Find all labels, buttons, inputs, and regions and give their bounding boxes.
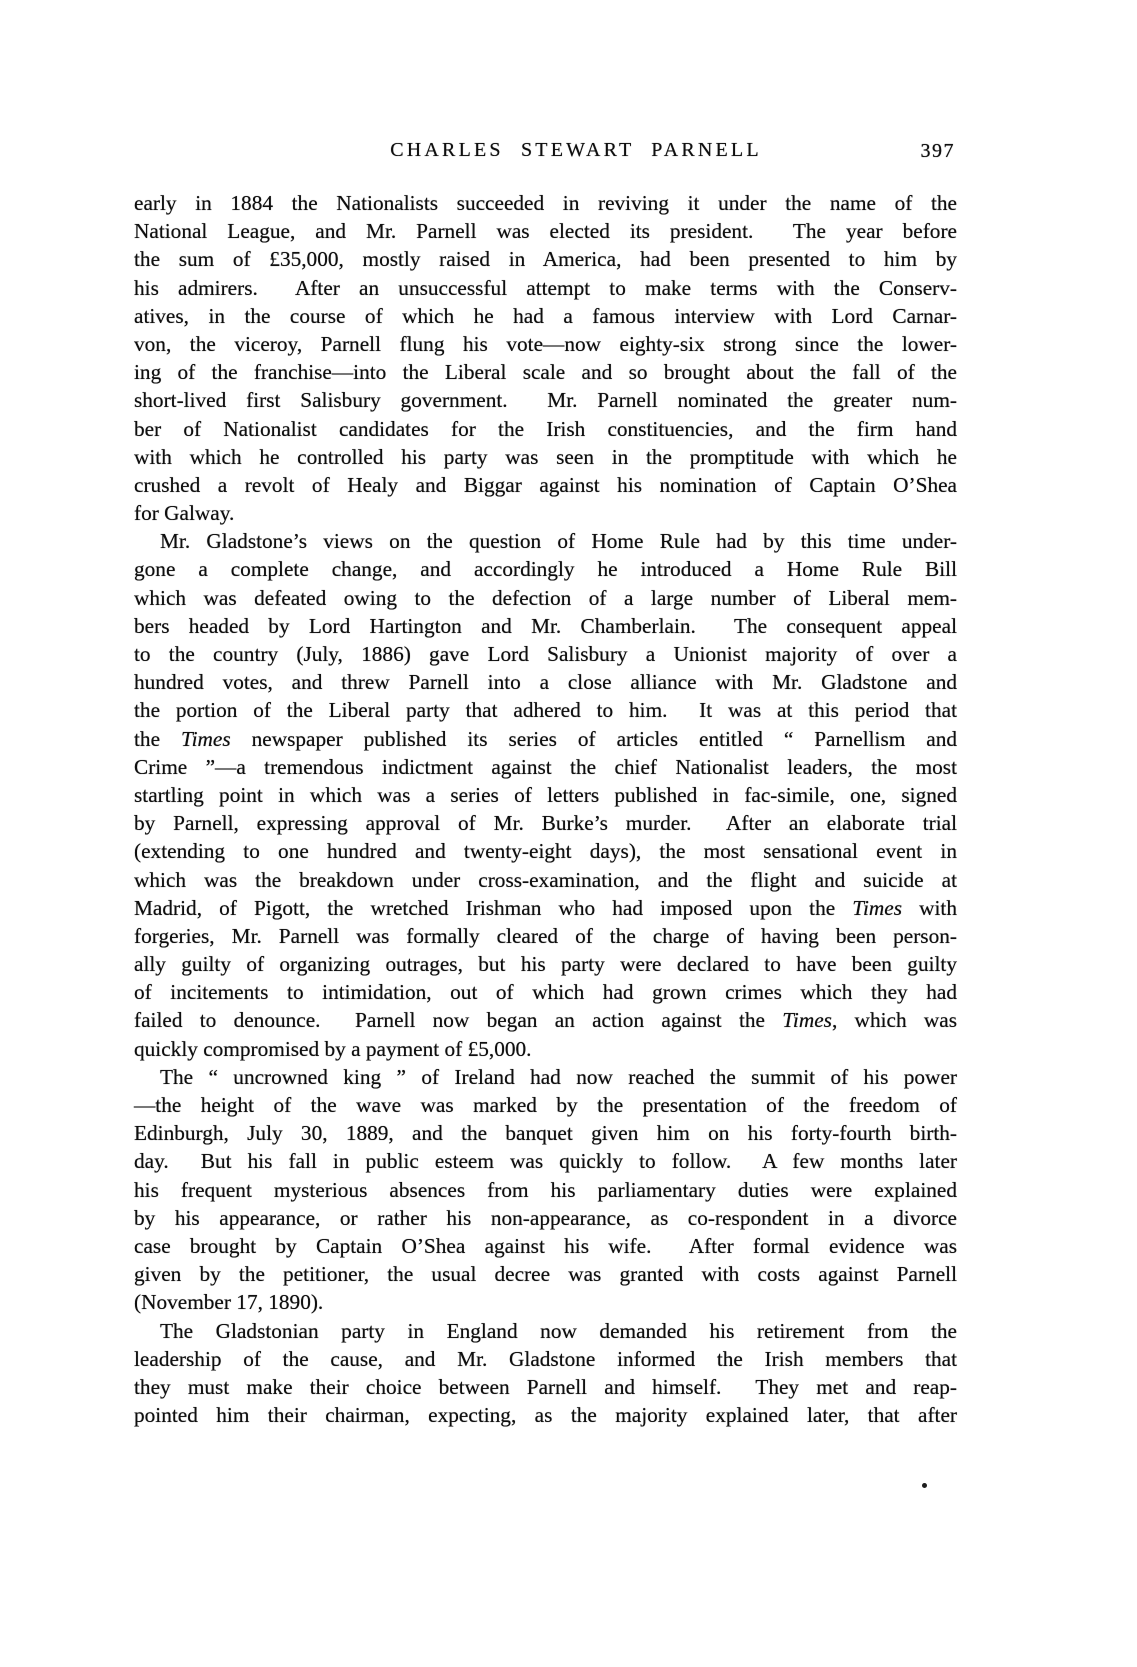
text-line — [134, 612, 957, 640]
body-text: pointed him their chairman, expecting, as the majority explained later, that after — [134, 1403, 957, 1428]
text-line — [134, 555, 957, 583]
text-line — [134, 809, 957, 837]
body-text: Edinburgh, July 30, 1889, and the banquet given him on his forty-fourth birth- — [134, 1121, 957, 1146]
body-text: the sum of £35,000, mostly raised in America, had been presented to him by — [134, 247, 957, 272]
body-text: , which was — [831, 1008, 957, 1033]
body-text: National League, and Mr. Parnell was elected its president. The year before — [134, 219, 957, 244]
text-line — [134, 527, 957, 555]
body-text: leadership of the cause, and Mr. Gladstone informed the Irish members that — [134, 1346, 957, 1371]
body-text: of incitements to intimidation, out of which had grown crimes which they had — [134, 980, 957, 1005]
text-line — [134, 1063, 957, 1091]
text-line — [134, 1401, 957, 1429]
body-text: which was the breakdown under cross-examination, and the flight and suicide at — [134, 867, 957, 892]
page-number: 397 — [920, 140, 955, 162]
text-line — [134, 978, 957, 1006]
text-line — [134, 1176, 957, 1204]
body-text: (extending to one hundred and twenty-eight days), the most sensational event in — [134, 839, 957, 864]
text-line — [134, 1119, 957, 1147]
body-text: the — [134, 726, 181, 751]
body-text: they must make their choice between Parnell and himself. They met and reap- — [134, 1374, 957, 1399]
text-line — [134, 584, 957, 612]
text-line — [134, 725, 957, 753]
body-text: by Parnell, expressing approval of Mr. Burke’s murder. After an elaborate trial — [134, 811, 957, 836]
text-line — [134, 358, 957, 386]
text-line — [134, 640, 957, 668]
body-text: The Gladstonian party in England now demanded his retirement from the — [160, 1318, 957, 1343]
text-line — [134, 189, 957, 217]
body-text: bers headed by Lord Hartington and Mr. Chamberlain. The consequent appeal — [134, 613, 957, 638]
text-line — [134, 866, 957, 894]
body-text: ally guilty of organizing outrages, but his party were declared to have been guilty — [134, 952, 957, 977]
body-text: his admirers. After an unsuccessful attempt to make terms with the Conserv- — [134, 275, 957, 300]
text-line — [134, 668, 957, 696]
body-text: —the height of the wave was marked by the presentation of the freedom of — [134, 1093, 957, 1117]
text-line — [134, 753, 957, 781]
body-text: atives, in the course of which he had a famous interview with Lord Carnar- — [134, 303, 957, 328]
text-line — [134, 330, 957, 358]
body-text: his frequent mysterious absences from his parliamentary duties were explained — [134, 1177, 957, 1202]
text-line — [134, 274, 957, 302]
text-line — [134, 415, 957, 443]
ink-speck — [922, 1483, 927, 1488]
body-text: case brought by Captain O’Shea against his wife. After formal evidence was — [134, 1233, 957, 1258]
body-text: quickly compromised by a payment of £5,000. — [134, 1036, 532, 1061]
text-line — [134, 1288, 957, 1316]
body-text: newspaper published its series of articles entitled “ Parnellism and — [230, 726, 957, 751]
body-text: failed to denounce. Parnell now began an action against the — [134, 1008, 783, 1033]
body-text: gone a complete change, and accordingly he introduced a Home Rule Bill — [134, 557, 957, 582]
body-text: The “ uncrowned king ” of Ireland had now reached the summit of his power — [160, 1064, 957, 1089]
text-line — [134, 1147, 957, 1175]
text-line — [134, 499, 957, 527]
body-text: early in 1884 the Nationalists succeeded in reviving it under the name of the — [134, 191, 957, 215]
body-text: given by the petitioner, the usual decree was granted with costs against Parnell — [134, 1262, 957, 1287]
text-line — [134, 696, 957, 724]
running-header — [135, 139, 957, 167]
italic-text: Times — [852, 895, 903, 920]
italic-text: Times — [782, 1008, 832, 1033]
italic-text: Times — [180, 726, 231, 751]
body-text: short-lived first Salisbury government. Mr. Parnell nominated the greater num- — [134, 388, 957, 413]
text-line — [134, 922, 957, 950]
body-text: day. But his fall in public esteem was quickly to follow. A few months later — [134, 1149, 957, 1174]
text-line — [134, 1204, 957, 1232]
body-text: by his appearance, or rather his non-appearance, as co-respondent in a divorce — [134, 1205, 957, 1230]
text-line — [134, 837, 957, 865]
text-line — [134, 950, 957, 978]
body-text: with — [902, 895, 958, 920]
text-line — [134, 1373, 957, 1401]
text-line — [134, 894, 957, 922]
text-line — [134, 1035, 957, 1063]
body-text: Mr. Gladstone’s views on the question of Home Rule had by this time under- — [160, 529, 957, 554]
text-line — [134, 1232, 957, 1260]
text-line — [134, 471, 957, 499]
body-text: with which he controlled his party was seen in the promptitude with which he — [134, 444, 957, 469]
text-line — [134, 443, 957, 471]
text-block — [134, 189, 957, 1429]
body-text: von, the viceroy, Parnell flung his vote—now eighty-six strong since the lower- — [134, 331, 957, 356]
text-line — [134, 1006, 957, 1034]
body-text: to the country (July, 1886) gave Lord Salisbury a Unionist majority of over a — [134, 642, 957, 666]
text-line — [134, 245, 957, 273]
text-line — [134, 1317, 957, 1345]
text-line — [134, 1345, 957, 1373]
body-text: (November 17, 1890). — [134, 1290, 324, 1315]
text-line — [134, 781, 957, 809]
body-text: Crime ”—a tremendous indictment against the chief Nationalist leaders, the most — [134, 754, 957, 779]
text-line — [134, 1091, 957, 1119]
body-text: which was defeated owing to the defection of a large number of Liberal mem- — [134, 585, 957, 610]
body-text: ing of the franchise—into the Liberal scale and so brought about the fall of the — [134, 360, 957, 385]
text-line — [134, 217, 957, 245]
body-text: hundred votes, and threw Parnell into a close alliance with Mr. Gladstone and — [134, 670, 957, 695]
text-line — [134, 386, 957, 414]
body-text: crushed a revolt of Healy and Biggar against his nomination of Captain O’Shea — [134, 472, 957, 497]
body-text: startling point in which was a series of letters published in fac-simile, one, signed — [134, 782, 957, 807]
text-line — [134, 302, 957, 330]
page-title: CHARLES STEWART PARNELL — [390, 139, 762, 161]
body-text: forgeries, Mr. Parnell was formally cleared of the charge of having been person- — [134, 923, 957, 948]
body-text: for Galway. — [134, 501, 235, 526]
body-text: Madrid, of Pigott, the wretched Irishman who had imposed upon the — [134, 895, 853, 920]
body-text: the portion of the Liberal party that adhered to him. It was at this period that — [134, 698, 957, 723]
text-line — [134, 1260, 957, 1288]
body-text: ber of Nationalist candidates for the Irish constituencies, and the firm hand — [134, 416, 957, 441]
